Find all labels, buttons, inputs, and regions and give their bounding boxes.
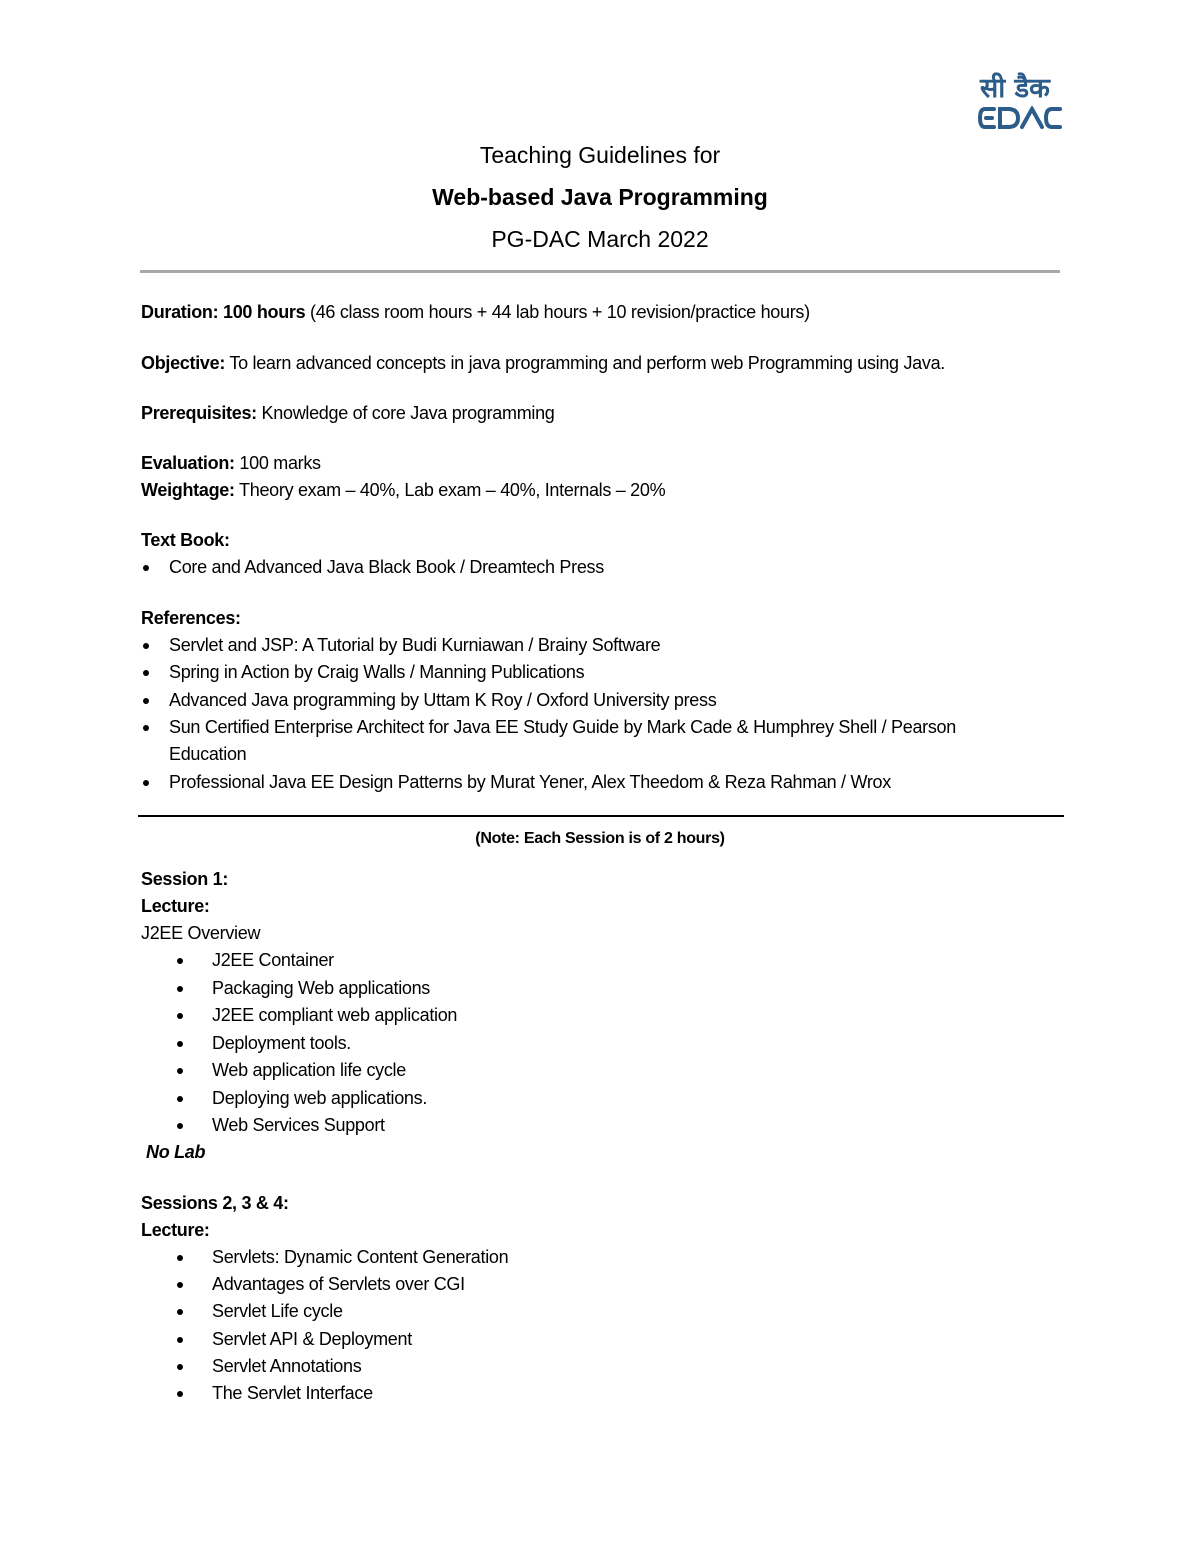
bullet-icon [143, 565, 149, 571]
bullet-icon [177, 1255, 183, 1261]
bullet-icon [177, 1013, 183, 1019]
logo-cdac-wordmark [978, 106, 1062, 130]
evaluation-label: Evaluation: [141, 453, 235, 473]
bullet-icon [177, 986, 183, 992]
lecture-label: Lecture: [141, 1220, 210, 1240]
duration-label: Duration: 100 hours [141, 302, 306, 322]
duration-line [141, 299, 810, 326]
bullet-icon [177, 1337, 183, 1343]
evaluation-value: 100 marks [234, 453, 321, 473]
list-item-text: Servlet API & Deployment [212, 1329, 412, 1349]
list-item-text: J2EE Container [212, 950, 334, 970]
list-item-text: Web Services Support [212, 1115, 385, 1135]
list-item-text: Sun Certified Enterprise Architect for Java EE Study Guide by Mark Cade & Humphrey Shell / Pearson [169, 717, 956, 737]
prerequisites-label: Prerequisites: [141, 403, 257, 423]
logo-hindi-text: सी डैक [980, 73, 1050, 104]
textbook-heading: Text Book: [141, 530, 230, 550]
doc-title-course: Web-based Java Programming [432, 184, 768, 210]
bullet-icon [177, 1282, 183, 1288]
bullet-icon [143, 725, 149, 731]
bullet-icon [143, 670, 149, 676]
list-item-text: Servlet and JSP: A Tutorial by Budi Kurniawan / Brainy Software [169, 635, 661, 655]
bullet-icon [143, 780, 149, 786]
bullet-icon [177, 1068, 183, 1074]
session-title: Session 1: [141, 869, 229, 889]
doc-title-batch: PG-DAC March 2022 [491, 226, 709, 252]
list-item-text: The Servlet Interface [212, 1383, 373, 1403]
weightage-line [141, 477, 665, 504]
list-item-text: Web application life cycle [212, 1060, 406, 1080]
list-item-text: Spring in Action by Craig Walls / Manning Publications [169, 662, 585, 682]
bullet-icon [177, 1123, 183, 1129]
cdac-logo [972, 74, 1068, 134]
list-item-text: Education [169, 744, 247, 764]
list-item-text: Professional Java EE Design Patterns by Murat Yener, Alex Theedom & Reza Rahman / Wrox [169, 772, 891, 792]
list-item-text: Core and Advanced Java Black Book / Dreamtech Press [169, 557, 604, 577]
section-divider [138, 815, 1064, 817]
bullet-icon [177, 1096, 183, 1102]
list-item-text: Servlet Life cycle [212, 1301, 343, 1321]
lab-note: No Lab [146, 1142, 206, 1162]
session-title: Sessions 2, 3 & 4: [141, 1193, 289, 1213]
evaluation-line [141, 450, 321, 477]
references-heading: References: [141, 608, 241, 628]
session-note: (Note: Each Session is of 2 hours) [475, 830, 725, 847]
prerequisites-value: Knowledge of core Java programming [256, 403, 555, 423]
bullet-icon [177, 1391, 183, 1397]
prerequisites-line [141, 400, 555, 427]
bullet-icon [177, 1364, 183, 1370]
objective-line [141, 350, 945, 377]
bullet-icon [177, 958, 183, 964]
session-topic: J2EE Overview [141, 923, 261, 943]
bullet-icon [143, 698, 149, 704]
lecture-label: Lecture: [141, 896, 210, 916]
duration-value: (46 class room hours + 44 lab hours + 10 revision/practice hours) [305, 302, 810, 322]
list-item-text: Deployment tools. [212, 1033, 351, 1053]
bullet-icon [177, 1309, 183, 1315]
objective-value: To learn advanced concepts in java programming and perform web Programming using Java. [225, 353, 945, 373]
weightage-value: Theory exam – 40%, Lab exam – 40%, Internals – 20% [234, 480, 666, 500]
list-item-text: Deploying web applications. [212, 1088, 428, 1108]
header-divider [140, 270, 1060, 273]
list-item-text: Advanced Java programming by Uttam K Roy / Oxford University press [169, 690, 717, 710]
objective-label: Objective: [141, 353, 226, 373]
list-item-text: Servlets: Dynamic Content Generation [212, 1247, 509, 1267]
bullet-icon [143, 643, 149, 649]
list-item-text: Advantages of Servlets over CGI [212, 1274, 465, 1294]
bullet-icon [177, 1041, 183, 1047]
doc-title-line1: Teaching Guidelines for [479, 142, 721, 168]
list-item-text: Packaging Web applications [212, 978, 431, 998]
weightage-label: Weightage: [141, 480, 235, 500]
list-item-text: Servlet Annotations [212, 1356, 362, 1376]
list-item-text: J2EE compliant web application [212, 1005, 458, 1025]
